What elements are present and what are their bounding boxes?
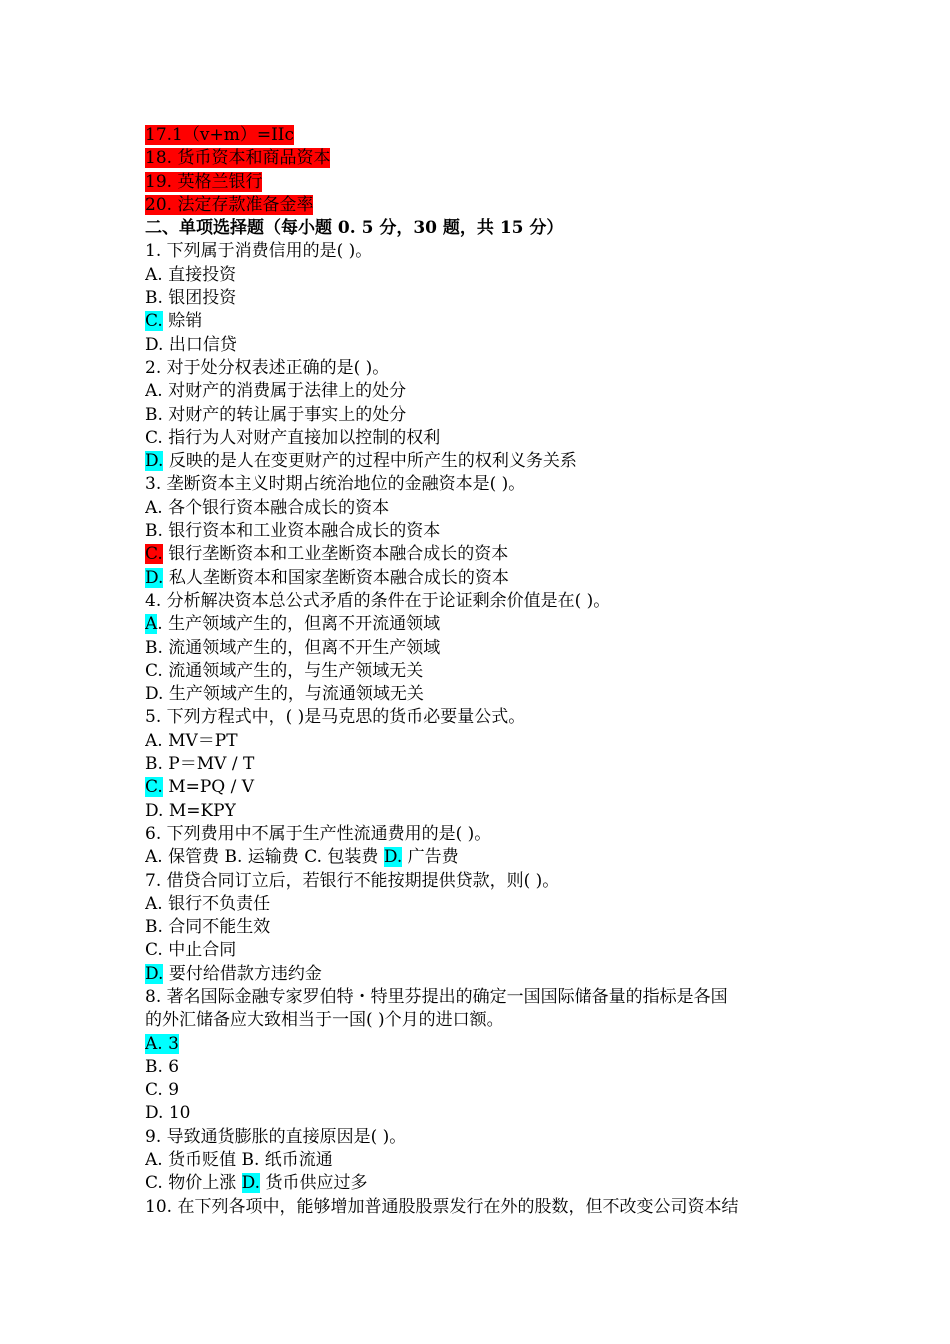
q8-option-d: D. 10 [145, 1103, 191, 1124]
q5-stem: 5. 下列方程式中，( )是马克思的货币必要量公式。 [145, 707, 526, 728]
q3-stem: 3. 垄断资本主义时期占统治地位的金融资本是( )。 [145, 474, 526, 495]
q3-option-b: B. 银行资本和工业资本融合成长的资本 [145, 521, 441, 542]
q1-option-c: C. 赊销 [145, 311, 203, 332]
q7-option-c: C. 中止合同 [145, 940, 237, 961]
answer-highlight: A. 3 [145, 1033, 179, 1054]
q6-stem: 6. 下列费用中不属于生产性流通费用的是( )。 [145, 823, 492, 844]
q2-option-d: D. 反映的是人在变更财产的过程中所产生的权利义务关系 [145, 451, 577, 472]
answer-highlight: A [145, 614, 158, 635]
q8-option-b: B. 6 [145, 1056, 180, 1077]
q4-stem: 4. 分析解决资本总公式矛盾的条件在于论证剩余价值是在( )。 [145, 590, 611, 611]
answer-highlight: D. [145, 451, 164, 472]
answer-highlight: C. [145, 777, 163, 798]
q4-option-a: A. 生产领域产生的，但离不开流通领域 [145, 614, 441, 635]
q1-stem: 1. 下列属于消费信用的是( )。 [145, 241, 373, 262]
document-page [145, 124, 815, 1219]
q8-option-c: C. 9 [145, 1080, 180, 1101]
answer-line-19: 19. 英格兰银行 [145, 171, 263, 192]
q1-option-d: D. 出口信贷 [145, 334, 237, 355]
q7-stem: 7. 借贷合同订立后，若银行不能按期提供贷款，则( )。 [145, 870, 560, 891]
answer-highlight: D. [383, 847, 403, 868]
wrong-highlight: C. [145, 544, 163, 565]
answer-highlight: D. [145, 567, 164, 588]
q3-option-c: C. 银行垄断资本和工业垄断资本融合成长的资本 [145, 544, 509, 565]
q4-option-c: C. 流通领域产生的，与生产领域无关 [145, 660, 424, 681]
q2-stem: 2. 对于处分权表述正确的是( )。 [145, 357, 390, 378]
q5-option-c: C. M=PQ / V [145, 777, 255, 798]
q8-stem-line1: 8. 著名国际金融专家罗伯特・特里芬提出的确定一国国际储备量的指标是各国 [145, 986, 728, 1007]
q7-option-a: A. 银行不负责任 [145, 893, 271, 914]
answer-highlight: D. [241, 1173, 261, 1194]
answer-line-17: 17.1（v+m）=IIc [145, 125, 295, 145]
q3-option-d: D. 私人垄断资本和国家垄断资本融合成长的资本 [145, 567, 509, 588]
q8-option-a [145, 1033, 815, 1056]
q7-option-d: D. 要付给借款方违约金 [145, 963, 322, 984]
answer-line-20: 20. 法定存款准备金率 [145, 194, 314, 215]
q9-stem: 9. 导致通货膨胀的直接原因是( )。 [145, 1126, 407, 1147]
q9-options-ab: A. 货币贬值 B. 纸币流通 [145, 1150, 333, 1171]
answer-highlight: D. [145, 963, 164, 984]
q1-option-b: B. 银团投资 [145, 288, 237, 309]
q2-option-c: C. 指行为人对财产直接加以控制的权利 [145, 427, 441, 448]
answer-line-18: 18. 货币资本和商品资本 [145, 148, 331, 169]
q8-stem-line2: 的外汇储备应大致相当于一国( )个月的进口额。 [145, 1010, 504, 1031]
q5-option-d: D. M=KPY [145, 800, 236, 821]
q2-option-b: B. 对财产的转让属于事实上的处分 [145, 404, 407, 425]
q9-options-cd: C. 物价上涨 D. 货币供应过多 [145, 1173, 368, 1194]
q6-options: A. 保管费 B. 运输费 C. 包装费 D. 广告费 [145, 847, 459, 868]
q3-option-a: A. 各个银行资本融合成长的资本 [145, 497, 390, 518]
q7-option-b: B. 合同不能生效 [145, 917, 271, 938]
q1-option-a: A. 直接投资 [145, 264, 237, 285]
section-title: 二、单项选择题（每小题 0. 5 分，30 题，共 15 分） [145, 218, 564, 239]
q5-option-a: A. MV＝PT [145, 730, 238, 751]
q5-option-b: B. P＝MV / T [145, 754, 255, 775]
q4-option-d: D. 生产领域产生的，与流通领域无关 [145, 684, 424, 705]
q10-stem: 10. 在下列各项中，能够增加普通股股票发行在外的股数，但不改变公司资本结 [145, 1196, 739, 1217]
q2-option-a: A. 对财产的消费属于法律上的处分 [145, 381, 407, 402]
q4-option-b: B. 流通领域产生的，但离不开生产领域 [145, 637, 441, 658]
answer-highlight: C. [145, 311, 163, 332]
